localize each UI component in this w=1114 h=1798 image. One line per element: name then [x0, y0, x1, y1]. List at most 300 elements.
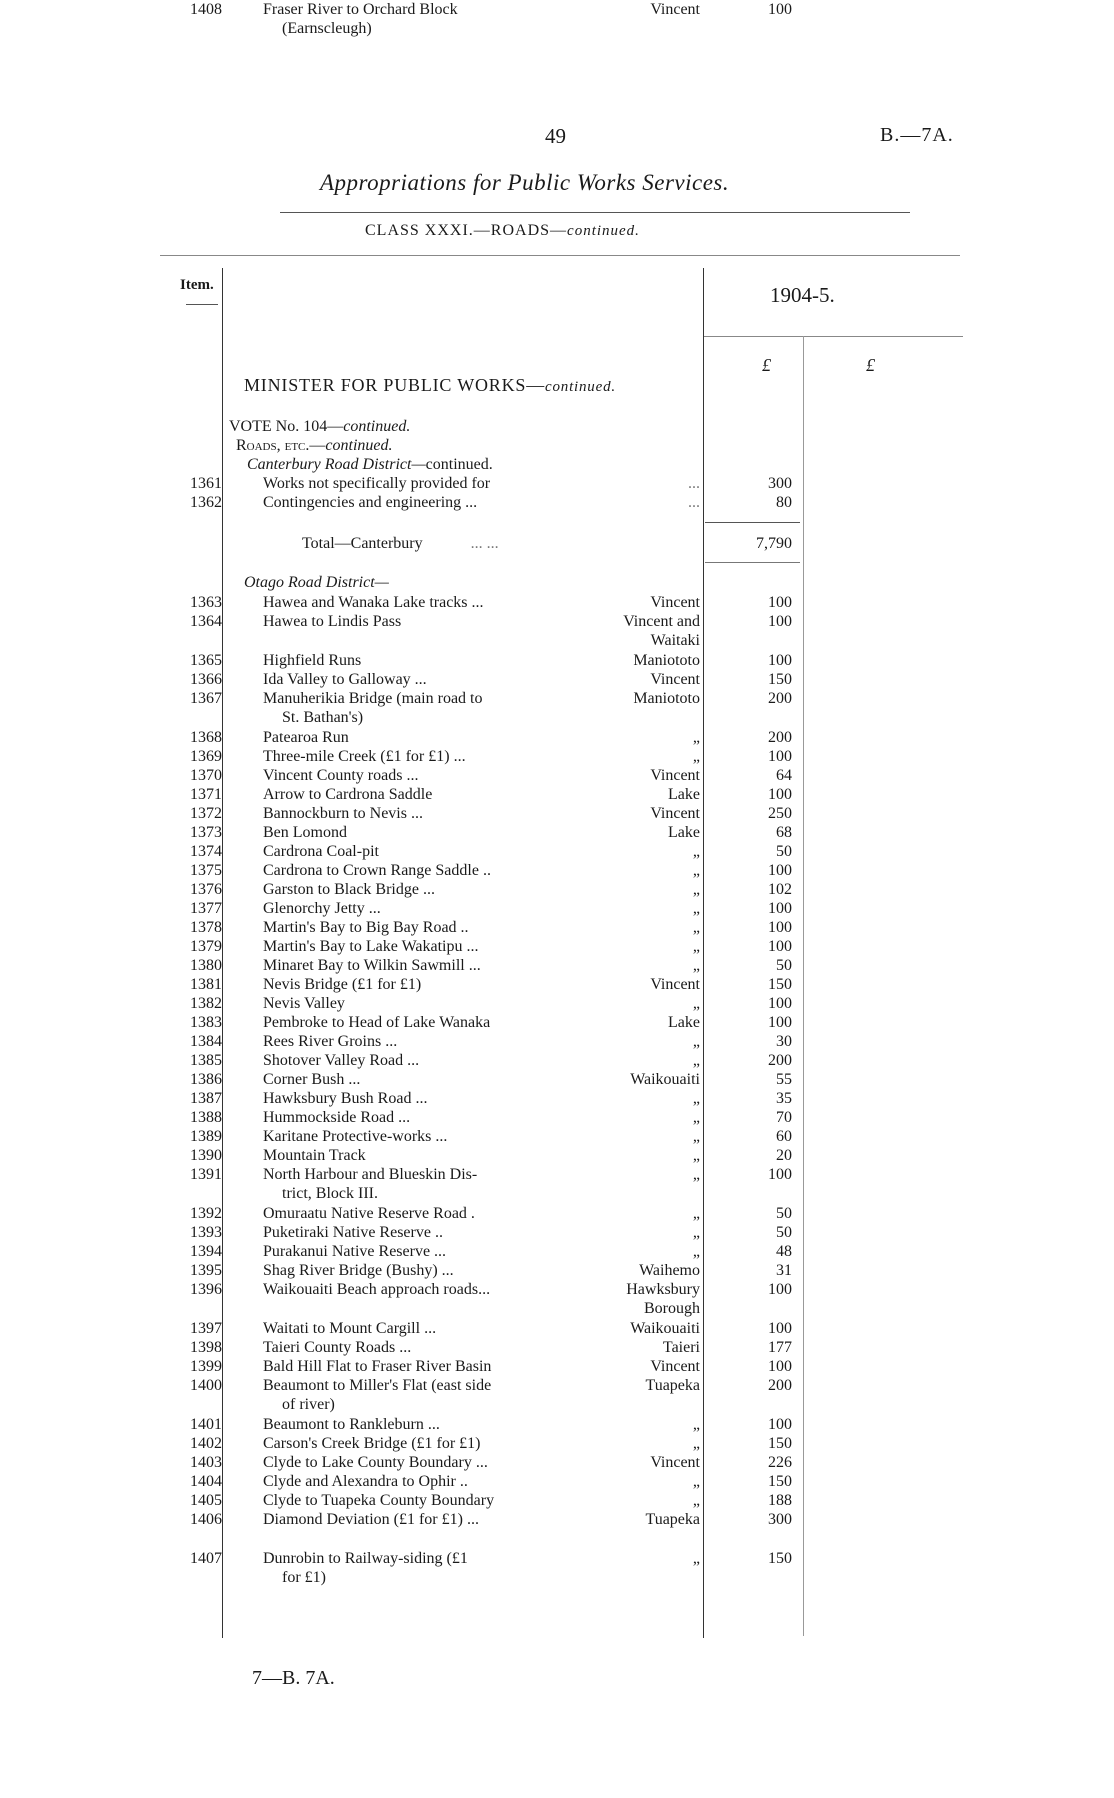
item-description	[263, 1013, 563, 1032]
item-county-line1: „	[692, 748, 700, 765]
item-amount: 177	[768, 1339, 792, 1356]
item-description	[263, 1127, 563, 1146]
item-number: 1388	[190, 1109, 222, 1126]
item-county	[582, 1165, 700, 1184]
district-line-suffix: continued.	[425, 456, 493, 473]
item-amount: 30	[776, 1033, 792, 1050]
district-line	[229, 455, 493, 474]
item-description	[263, 1357, 563, 1376]
vote-heading-block	[229, 417, 493, 474]
item-description-line1: Bald Hill Flat to Fraser River Basin	[263, 1358, 492, 1375]
item-description-line1: Bannockburn to Nevis ...	[263, 805, 423, 822]
item-description-line1: Waitati to Mount Cargill ...	[263, 1320, 437, 1337]
item-description-line1: Clyde to Tuapeka County Boundary	[263, 1492, 495, 1509]
item-description-line1: Three-mile Creek (£1 for £1) ...	[263, 748, 466, 765]
item-amount: 20	[776, 1147, 792, 1164]
item-number: 1407	[190, 1550, 222, 1567]
item-amount: 50	[776, 843, 792, 860]
item-description-line1: Corner Bush ...	[263, 1071, 361, 1088]
item-description	[263, 1376, 563, 1414]
year-column-header: 1904-5.	[770, 283, 835, 307]
item-amount: 150	[768, 1435, 792, 1452]
item-number: 1384	[190, 1033, 222, 1050]
item-number: 1361	[190, 475, 222, 492]
item-county-line1: „	[692, 1166, 700, 1183]
item-description	[263, 1415, 563, 1434]
item-county	[582, 842, 700, 861]
item-description-line1: Carson's Creek Bridge (£1 for £1)	[263, 1435, 481, 1452]
item-amount: 250	[768, 805, 792, 822]
minister-heading-suffix: continued.	[545, 379, 616, 395]
item-description-line1: Hawksbury Bush Road ...	[263, 1090, 428, 1107]
item-county-line1: „	[692, 1492, 700, 1509]
item-county	[582, 0, 700, 19]
item-number: 1402	[190, 1435, 222, 1452]
pound-sign-column-1: £	[762, 355, 771, 375]
item-county-line1: „	[692, 1033, 700, 1050]
item-description-line1: Omuraatu Native Reserve Road .	[263, 1205, 475, 1222]
item-description-line1: Martin's Bay to Big Bay Road ..	[263, 919, 469, 936]
item-description	[263, 880, 563, 899]
class-rule	[160, 255, 960, 256]
item-county-line1: Waihemo	[639, 1262, 700, 1279]
item-county-line1: Tuapeka	[645, 1377, 700, 1394]
item-description: Contingencies and engineering ...	[263, 494, 478, 511]
item-amount: 35	[776, 1090, 792, 1107]
item-county	[582, 1453, 700, 1472]
item-county	[582, 1261, 700, 1280]
class-heading-suffix: continued.	[567, 223, 640, 239]
item-county-line1: Lake	[668, 824, 700, 841]
item-county	[582, 766, 700, 785]
item-number: 1385	[190, 1052, 222, 1069]
item-county	[582, 804, 700, 823]
item-county-line1: Lake	[668, 786, 700, 803]
vote-line	[229, 417, 493, 436]
item-county	[582, 1472, 700, 1491]
item-description	[263, 1549, 563, 1587]
item-county	[582, 785, 700, 804]
item-number: 1372	[190, 805, 222, 822]
item-amount: 55	[776, 1071, 792, 1088]
item-amount: 150	[768, 976, 792, 993]
item-county	[582, 880, 700, 899]
item-county	[582, 1070, 700, 1089]
item-county-line1: „	[692, 1205, 700, 1222]
item-description-line1: Puketiraki Native Reserve ..	[263, 1224, 443, 1241]
item-county	[582, 823, 700, 842]
item-description-line1: Pembroke to Head of Lake Wanaka	[263, 1014, 491, 1031]
item-county	[582, 1491, 700, 1510]
item-amount: 100	[768, 1416, 792, 1433]
item-county	[582, 918, 700, 937]
item-description-line1: North Harbour and Blueskin Dis-	[263, 1166, 478, 1183]
item-description	[263, 804, 563, 823]
item-county-line1: Vincent and	[623, 613, 700, 630]
total-rule-bottom	[705, 562, 800, 563]
item-county-line1: Waikouaiti	[630, 1071, 700, 1088]
item-amount: 100	[768, 594, 792, 611]
item-description-line1: Ben Lomond	[263, 824, 347, 841]
item-amount: 100	[768, 1014, 792, 1031]
item-description	[263, 1070, 563, 1089]
item-description-line2: (Earnscleugh)	[282, 20, 372, 37]
vote-line-suffix: continued.	[343, 418, 411, 435]
item-county	[582, 670, 700, 689]
item-amount: 48	[776, 1243, 792, 1260]
item-description	[263, 1280, 563, 1299]
item-amount: 80	[776, 494, 792, 511]
item-description	[263, 1491, 563, 1510]
year-header-rule	[703, 336, 963, 337]
item-county	[582, 1510, 700, 1529]
item-number: 1375	[190, 862, 222, 879]
item-number: 1363	[190, 594, 222, 611]
item-number: 1400	[190, 1377, 222, 1394]
item-description-line1: Glenorchy Jetty ...	[263, 900, 381, 917]
item-amount: 100	[768, 748, 792, 765]
item-amount: 226	[768, 1454, 792, 1471]
item-description	[263, 937, 563, 956]
item-number: 1398	[190, 1339, 222, 1356]
item-description-line1: Dunrobin to Railway-siding (£1	[263, 1550, 468, 1567]
item-county-line1: „	[692, 729, 700, 746]
item-county-line1: Tuapeka	[645, 1511, 700, 1528]
amount-column-right-rule	[803, 336, 804, 1636]
item-number: 1394	[190, 1243, 222, 1260]
item-county	[582, 612, 700, 650]
item-description-line1: Ida Valley to Galloway ...	[263, 671, 427, 688]
item-description-line1: Patearoa Run	[263, 729, 349, 746]
item-amount: 50	[776, 1205, 792, 1222]
item-amount: 100	[768, 652, 792, 669]
item-county-line1: „	[692, 862, 700, 879]
item-description-line1: Clyde to Lake County Boundary ...	[263, 1454, 488, 1471]
page-title: Appropriations for Public Works Services.	[320, 170, 730, 195]
item-county-line1: Maniototo	[633, 690, 700, 707]
minister-heading	[244, 375, 616, 396]
item-amount: 150	[768, 1473, 792, 1490]
item-county-line1: „	[692, 1243, 700, 1260]
item-amount: 188	[768, 1492, 792, 1509]
item-description	[263, 1338, 563, 1357]
pound-sign-column-2: £	[866, 355, 875, 375]
item-description	[263, 1434, 563, 1453]
item-county-line1: „	[692, 1224, 700, 1241]
item-amount: 64	[776, 767, 792, 784]
item-description-line2: for £1)	[282, 1569, 326, 1586]
item-description-line1: Shotover Valley Road ...	[263, 1052, 420, 1069]
item-number: 1382	[190, 995, 222, 1012]
item-amount: 200	[768, 729, 792, 746]
item-column-header: Item.	[180, 277, 214, 293]
item-county-line1: „	[692, 1473, 700, 1490]
item-number: 1379	[190, 938, 222, 955]
item-amount: 100	[768, 613, 792, 630]
item-county-line1: Vincent	[650, 1358, 700, 1375]
item-description-line1: Waikouaiti Beach approach roads...	[263, 1281, 491, 1298]
item-header-underline	[186, 304, 218, 305]
item-county	[582, 1108, 700, 1127]
item-county-line1: Waikouaiti	[630, 1320, 700, 1337]
item-description-line1: Beaumont to Rankleburn ...	[263, 1416, 440, 1433]
item-county-line1: „	[692, 843, 700, 860]
item-number: 1364	[190, 613, 222, 630]
item-amount: 100	[768, 900, 792, 917]
item-description	[263, 0, 563, 38]
item-county-line1: „	[692, 1147, 700, 1164]
item-county-line1: Vincent	[650, 671, 700, 688]
item-number: 1368	[190, 729, 222, 746]
item-number: 1369	[190, 748, 222, 765]
item-description-line2: of river)	[282, 1396, 335, 1413]
item-description	[263, 1319, 563, 1338]
item-county-line1: „	[692, 995, 700, 1012]
item-description-line1: Karitane Protective-works ...	[263, 1128, 448, 1145]
item-amount: 100	[768, 1166, 792, 1183]
item-county	[582, 1013, 700, 1032]
item-number: 1408	[190, 1, 222, 18]
item-description	[263, 994, 563, 1013]
item-number: 1389	[190, 1128, 222, 1145]
item-amount: 200	[768, 690, 792, 707]
item-description-line1: Diamond Deviation (£1 for £1) ...	[263, 1511, 479, 1528]
item-county	[582, 1032, 700, 1051]
item-description-line1: Cardrona Coal-pit	[263, 843, 379, 860]
item-county-line1: Maniototo	[633, 652, 700, 669]
item-number: 1370	[190, 767, 222, 784]
item-number: 1376	[190, 881, 222, 898]
item-number: 1371	[190, 786, 222, 803]
item-number: 1386	[190, 1071, 222, 1088]
item-number: 1378	[190, 919, 222, 936]
item-description	[263, 785, 563, 804]
item-number: 1405	[190, 1492, 222, 1509]
item-amount: 100	[768, 862, 792, 879]
item-number: 1380	[190, 957, 222, 974]
item-number: 1374	[190, 843, 222, 860]
item-amount: 100	[768, 938, 792, 955]
item-amount: 68	[776, 824, 792, 841]
item-county	[582, 1146, 700, 1165]
roads-line-text: Roads, etc.—	[236, 437, 326, 454]
item-number: 1383	[190, 1014, 222, 1031]
item-description-line1: Garston to Black Bridge ...	[263, 881, 435, 898]
item-amount: 100	[768, 1, 792, 18]
item-description	[263, 842, 563, 861]
item-description	[263, 1089, 563, 1108]
total-canterbury	[302, 535, 499, 553]
title-rule	[280, 212, 910, 213]
district-line-text: Canterbury Road District—	[247, 456, 426, 473]
item-description	[263, 747, 563, 766]
total-amount: 7,790	[756, 535, 792, 552]
item-county-line1: „	[692, 938, 700, 955]
item-amount: 31	[776, 1262, 792, 1279]
item-county	[582, 975, 700, 994]
item-description	[263, 899, 563, 918]
item-county	[582, 728, 700, 747]
item-county-line2: Waitaki	[650, 632, 700, 649]
roads-line	[229, 436, 493, 455]
item-county	[582, 1357, 700, 1376]
item-county	[582, 747, 700, 766]
item-county-line1: Vincent	[650, 1454, 700, 1471]
item-description-line1: Shag River Bridge (Bushy) ...	[263, 1262, 454, 1279]
item-county	[582, 1089, 700, 1108]
item-amount: 100	[768, 1358, 792, 1375]
item-number: 1365	[190, 652, 222, 669]
total-dots: ... ...	[470, 535, 499, 552]
item-number: 1387	[190, 1090, 222, 1107]
item-description	[263, 1204, 563, 1223]
item-description	[263, 651, 563, 670]
item-county	[582, 1204, 700, 1223]
item-description-line2: trict, Block III.	[282, 1185, 378, 1202]
item-amount: 300	[768, 1511, 792, 1528]
item-amount: 200	[768, 1052, 792, 1069]
otago-district-heading: Otago Road District—	[244, 574, 389, 591]
item-county	[582, 956, 700, 975]
item-description	[263, 1453, 563, 1472]
item-county-line1: Vincent	[650, 805, 700, 822]
item-amount: 100	[768, 919, 792, 936]
item-description-line1: Purakanui Native Reserve ...	[263, 1243, 447, 1260]
item-description-line1: Beaumont to Miller's Flat (east side	[263, 1377, 492, 1394]
item-county-line1: Vincent	[650, 1, 700, 18]
item-amount: 50	[776, 1224, 792, 1241]
item-number: 1392	[190, 1205, 222, 1222]
item-description	[263, 1242, 563, 1261]
item-description	[263, 1223, 563, 1242]
item-county	[582, 899, 700, 918]
total-label: Total—Canterbury	[302, 535, 423, 552]
item-description-line1: Hummockside Road ...	[263, 1109, 411, 1126]
item-amount: 60	[776, 1128, 792, 1145]
item-description	[263, 593, 563, 612]
item-amount: 300	[768, 475, 792, 492]
item-amount: 150	[768, 671, 792, 688]
item-county-line1: „	[692, 900, 700, 917]
item-description	[263, 975, 563, 994]
item-description-line1: Hawea and Wanaka Lake tracks ...	[263, 594, 484, 611]
document-reference: B.—7A.	[880, 124, 954, 146]
item-county	[582, 937, 700, 956]
item-description-line2: St. Bathan's)	[282, 709, 364, 726]
item-description-line1: Minaret Bay to Wilkin Sawmill ...	[263, 957, 481, 974]
item-county	[582, 1223, 700, 1242]
item-county-line1: Lake	[668, 1014, 700, 1031]
item-county	[582, 1338, 700, 1357]
item-county-line1: „	[692, 1435, 700, 1452]
item-county-line1: „	[692, 1550, 700, 1567]
page-footer-signature: 7—B. 7A.	[252, 1667, 335, 1689]
item-number: 1406	[190, 1511, 222, 1528]
item-description	[263, 1261, 563, 1280]
item-county-line1: Taieri	[662, 1339, 700, 1356]
item-description	[263, 1108, 563, 1127]
item-description-line1: Mountain Track	[263, 1147, 366, 1164]
item-number: 1381	[190, 976, 222, 993]
item-county-line1: „	[692, 1109, 700, 1126]
item-description-line1: Martin's Bay to Lake Wakatipu ...	[263, 938, 479, 955]
item-description-line1: Arrow to Cardrona Saddle	[263, 786, 433, 803]
item-description	[263, 1032, 563, 1051]
item-number: 1390	[190, 1147, 222, 1164]
item-county-line1: „	[692, 957, 700, 974]
item-description-line1: Highfield Runs	[263, 652, 362, 669]
item-description-line1: Fraser River to Orchard Block	[263, 1, 458, 18]
item-description	[263, 956, 563, 975]
item-number: 1401	[190, 1416, 222, 1433]
item-amount: 100	[768, 1281, 792, 1298]
item-county	[582, 994, 700, 1013]
item-number: 1367	[190, 690, 222, 707]
item-description	[263, 612, 563, 631]
item-description	[263, 1165, 563, 1203]
item-county	[582, 1415, 700, 1434]
item-amount: 100	[768, 1320, 792, 1337]
item-county-line1: „	[692, 881, 700, 898]
item-description-line1: Nevis Valley	[263, 995, 345, 1012]
item-amount: 50	[776, 957, 792, 974]
item-amount: 100	[768, 995, 792, 1012]
class-heading-text: CLASS XXXI.—ROADS—	[365, 222, 568, 239]
item-number: 1373	[190, 824, 222, 841]
item-amount: 150	[768, 1550, 792, 1567]
item-amount: 70	[776, 1109, 792, 1126]
item-number: 1362	[190, 494, 222, 511]
item-county	[582, 1376, 700, 1395]
item-description-line1: Nevis Bridge (£1 for £1)	[263, 976, 422, 993]
item-county-line1: Hawksbury	[626, 1281, 700, 1298]
item-description	[263, 1146, 563, 1165]
item-description-line1: Manuherikia Bridge (main road to	[263, 690, 483, 707]
item-number: 1399	[190, 1358, 222, 1375]
amount-column-left-rule	[703, 268, 704, 1638]
item-description	[263, 1472, 563, 1491]
item-county	[582, 1280, 700, 1318]
item-description	[263, 1051, 563, 1070]
item-amount: 102	[768, 881, 792, 898]
item-number: 1366	[190, 671, 222, 688]
item-number: 1404	[190, 1473, 222, 1490]
item-county	[582, 1127, 700, 1146]
item-county	[582, 651, 700, 670]
item-county	[582, 1051, 700, 1070]
item-number: 1377	[190, 900, 222, 917]
vote-line-text: VOTE No. 104—	[229, 418, 344, 435]
total-rule-top	[705, 522, 800, 523]
item-description-line1: Vincent County roads ...	[263, 767, 419, 784]
item-county	[582, 1549, 700, 1568]
item-description	[263, 1510, 563, 1529]
item-county-line1: Vincent	[650, 767, 700, 784]
item-description	[263, 861, 563, 880]
item-number: 1393	[190, 1224, 222, 1241]
item-description	[263, 918, 563, 937]
item-description: Works not specifically provided for	[263, 475, 491, 492]
item-description	[263, 670, 563, 689]
item-amount: 100	[768, 786, 792, 803]
page-number: 49	[545, 124, 566, 148]
item-column-rule	[222, 268, 223, 1638]
item-county: ...	[688, 475, 700, 492]
item-description-line1: Hawea to Lindis Pass	[263, 613, 402, 630]
minister-heading-text: MINISTER FOR PUBLIC WORKS—	[244, 375, 546, 395]
item-county-line1: „	[692, 1090, 700, 1107]
item-description-line1: Clyde and Alexandra to Ophir ..	[263, 1473, 468, 1490]
